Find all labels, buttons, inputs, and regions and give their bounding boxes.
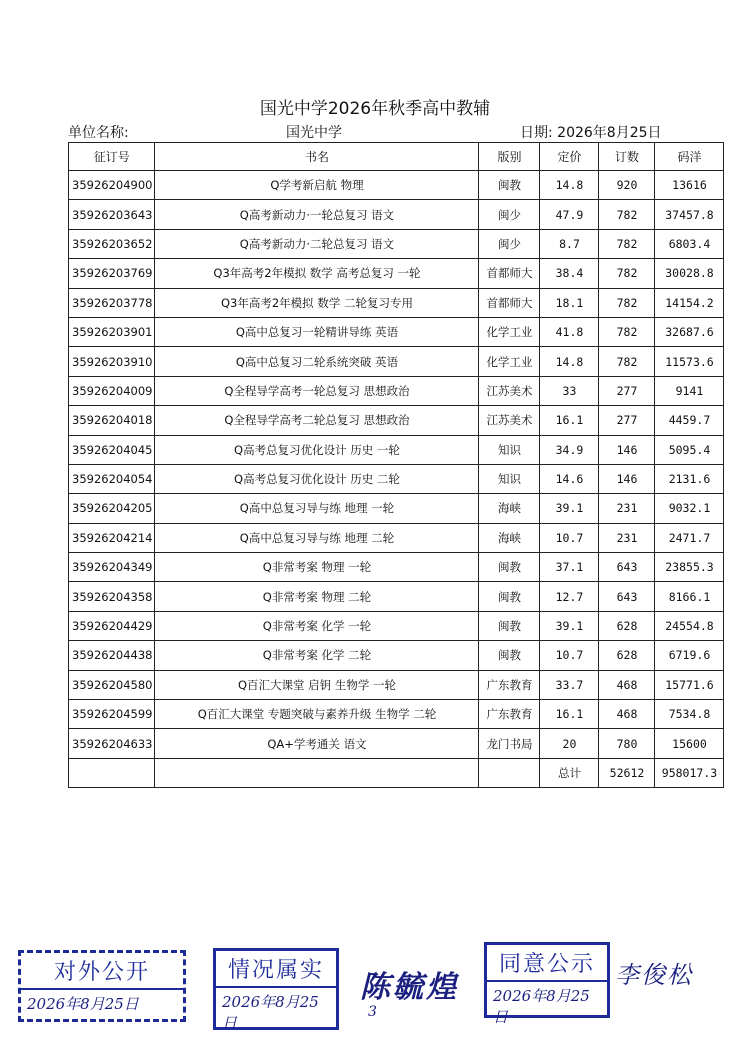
cell-order-code: 35926203901 <box>69 317 155 346</box>
col-header-quantity: 订数 <box>599 143 655 171</box>
stamp-date: 2026年8月25日 <box>222 993 319 1032</box>
cell-price: 14.6 <box>540 464 599 493</box>
cell-quantity: 468 <box>599 700 655 729</box>
cell-order-code: 35926203778 <box>69 288 155 317</box>
cell-price: 12.7 <box>540 582 599 611</box>
cell-amount: 32687.6 <box>655 317 724 346</box>
cell-quantity: 277 <box>599 406 655 435</box>
signature-2: 李俊松 <box>615 961 693 989</box>
cell-publisher: 闽少 <box>479 229 540 258</box>
cell-amount: 9032.1 <box>655 494 724 523</box>
cell-book-title: Q全程导学高考一轮总复习 思想政治 <box>155 376 479 405</box>
cell-book-title: Q非常考案 物理 二轮 <box>155 582 479 611</box>
cell-publisher: 江苏美术 <box>479 406 540 435</box>
cell-amount: 15600 <box>655 729 724 758</box>
cell-quantity: 782 <box>599 229 655 258</box>
col-header-amount: 码洋 <box>655 143 724 171</box>
cell-order-code: 35926204349 <box>69 553 155 582</box>
table-row <box>69 288 724 317</box>
cell-publisher: 首都师大 <box>479 259 540 288</box>
cell-price: 10.7 <box>540 523 599 552</box>
table-row <box>69 582 724 611</box>
cell-quantity: 782 <box>599 259 655 288</box>
cell-book-title: Q百汇大课堂 专题突破与素养升级 生物学 二轮 <box>155 700 479 729</box>
stamp-text: 同意公示 <box>487 945 607 982</box>
stamp-date: 2026年8月25日 <box>27 995 139 1013</box>
cell-amount: 5095.4 <box>655 435 724 464</box>
col-header-publisher: 版别 <box>479 143 540 171</box>
table-row <box>69 553 724 582</box>
total-empty-cell <box>155 758 479 787</box>
unit-name-label: 单位名称: <box>68 125 129 141</box>
cell-quantity: 628 <box>599 611 655 640</box>
cell-order-code: 35926203910 <box>69 347 155 376</box>
total-amount: 958017.3 <box>655 758 724 787</box>
cell-publisher: 广东教育 <box>479 700 540 729</box>
cell-amount: 37457.8 <box>655 200 724 229</box>
cell-book-title: Q非常考案 化学 二轮 <box>155 641 479 670</box>
table-row <box>69 406 724 435</box>
cell-book-title: Q高考新动力·一轮总复习 语文 <box>155 200 479 229</box>
cell-book-title: Q非常考案 化学 一轮 <box>155 611 479 640</box>
table-row <box>69 171 724 200</box>
cell-publisher: 化学工业 <box>479 317 540 346</box>
cell-publisher: 化学工业 <box>479 347 540 376</box>
cell-book-title: Q非常考案 物理 一轮 <box>155 553 479 582</box>
stamp-text: 对外公开 <box>21 953 183 990</box>
cell-order-code: 35926204205 <box>69 494 155 523</box>
col-header-price: 定价 <box>540 143 599 171</box>
cell-book-title: QA+学考通关 语文 <box>155 729 479 758</box>
cell-amount: 11573.6 <box>655 347 724 376</box>
total-quantity: 52612 <box>599 758 655 787</box>
cell-quantity: 782 <box>599 200 655 229</box>
cell-order-code: 35926204438 <box>69 641 155 670</box>
col-header-order-code: 征订号 <box>69 143 155 171</box>
cell-amount: 13616 <box>655 171 724 200</box>
cell-publisher: 龙门书局 <box>479 729 540 758</box>
stamp-public-disclosure <box>18 950 186 1022</box>
cell-price: 8.7 <box>540 229 599 258</box>
cell-price: 18.1 <box>540 288 599 317</box>
cell-quantity: 231 <box>599 523 655 552</box>
cell-amount: 30028.8 <box>655 259 724 288</box>
cell-price: 10.7 <box>540 641 599 670</box>
cell-order-code: 35926204580 <box>69 670 155 699</box>
cell-quantity: 643 <box>599 582 655 611</box>
stamp-text: 情况属实 <box>216 951 336 988</box>
total-empty-cell <box>479 758 540 787</box>
table-row <box>69 259 724 288</box>
cell-book-title: Q全程导学高考二轮总复习 思想政治 <box>155 406 479 435</box>
table-row <box>69 523 724 552</box>
cell-quantity: 468 <box>599 670 655 699</box>
table-row <box>69 376 724 405</box>
col-header-book-title: 书名 <box>155 143 479 171</box>
cell-amount: 2471.7 <box>655 523 724 552</box>
table-row <box>69 641 724 670</box>
cell-quantity: 920 <box>599 171 655 200</box>
cell-book-title: Q高考新动力·二轮总复习 语文 <box>155 229 479 258</box>
cell-order-code: 35926204045 <box>69 435 155 464</box>
table-row <box>69 700 724 729</box>
cell-order-code: 35926204633 <box>69 729 155 758</box>
cell-quantity: 782 <box>599 317 655 346</box>
cell-publisher: 海峡 <box>479 523 540 552</box>
table-row <box>69 494 724 523</box>
table-row <box>69 611 724 640</box>
cell-book-title: Q高考总复习优化设计 历史 二轮 <box>155 464 479 493</box>
cell-quantity: 643 <box>599 553 655 582</box>
table-header-row <box>69 143 724 171</box>
cell-quantity: 231 <box>599 494 655 523</box>
handwritten-mark: 3 <box>368 1004 377 1020</box>
total-label: 总计 <box>540 758 599 787</box>
cell-price: 16.1 <box>540 700 599 729</box>
cell-quantity: 782 <box>599 288 655 317</box>
cell-price: 47.9 <box>540 200 599 229</box>
cell-quantity: 277 <box>599 376 655 405</box>
cell-amount: 24554.8 <box>655 611 724 640</box>
unit-name-value: 国光中学 <box>286 125 342 141</box>
cell-publisher: 知识 <box>479 435 540 464</box>
cell-publisher: 海峡 <box>479 494 540 523</box>
cell-amount: 23855.3 <box>655 553 724 582</box>
total-row <box>69 758 724 787</box>
table-row <box>69 347 724 376</box>
cell-book-title: Q高中总复习一轮精讲导练 英语 <box>155 317 479 346</box>
order-date: 日期: 2026年8月25日 <box>520 125 662 141</box>
cell-publisher: 闽教 <box>479 171 540 200</box>
cell-amount: 9141 <box>655 376 724 405</box>
cell-quantity: 146 <box>599 464 655 493</box>
total-empty-cell <box>69 758 155 787</box>
cell-price: 34.9 <box>540 435 599 464</box>
table-row <box>69 229 724 258</box>
cell-order-code: 35926204599 <box>69 700 155 729</box>
cell-publisher: 知识 <box>479 464 540 493</box>
cell-amount: 14154.2 <box>655 288 724 317</box>
cell-publisher: 广东教育 <box>479 670 540 699</box>
order-table <box>68 142 724 788</box>
table-row <box>69 200 724 229</box>
table-row <box>69 729 724 758</box>
table-row <box>69 464 724 493</box>
table-row <box>69 435 724 464</box>
cell-price: 14.8 <box>540 171 599 200</box>
cell-order-code: 35926204214 <box>69 523 155 552</box>
cell-price: 41.8 <box>540 317 599 346</box>
cell-price: 16.1 <box>540 406 599 435</box>
cell-order-code: 35926204900 <box>69 171 155 200</box>
cell-order-code: 35926204009 <box>69 376 155 405</box>
cell-quantity: 146 <box>599 435 655 464</box>
cell-amount: 8166.1 <box>655 582 724 611</box>
cell-price: 33 <box>540 376 599 405</box>
signature-1: 陈毓煌 <box>360 970 459 1005</box>
cell-amount: 6719.6 <box>655 641 724 670</box>
cell-order-code: 35926204054 <box>69 464 155 493</box>
cell-publisher: 闽教 <box>479 611 540 640</box>
cell-book-title: Q3年高考2年模拟 数学 二轮复习专用 <box>155 288 479 317</box>
cell-book-title: Q高中总复习二轮系统突破 英语 <box>155 347 479 376</box>
cell-order-code: 35926203769 <box>69 259 155 288</box>
cell-quantity: 782 <box>599 347 655 376</box>
stamp-date: 2026年8月25日 <box>493 987 590 1026</box>
cell-publisher: 首都师大 <box>479 288 540 317</box>
cell-order-code: 35926204018 <box>69 406 155 435</box>
cell-price: 38.4 <box>540 259 599 288</box>
cell-book-title: Q高中总复习导与练 地理 二轮 <box>155 523 479 552</box>
cell-publisher: 闽教 <box>479 553 540 582</box>
cell-amount: 2131.6 <box>655 464 724 493</box>
cell-price: 20 <box>540 729 599 758</box>
cell-price: 33.7 <box>540 670 599 699</box>
cell-publisher: 闽教 <box>479 641 540 670</box>
cell-price: 14.8 <box>540 347 599 376</box>
cell-amount: 15771.6 <box>655 670 724 699</box>
cell-book-title: Q3年高考2年模拟 数学 高考总复习 一轮 <box>155 259 479 288</box>
cell-amount: 6803.4 <box>655 229 724 258</box>
cell-order-code: 35926204358 <box>69 582 155 611</box>
table-row <box>69 670 724 699</box>
stamp-verified <box>213 948 339 1030</box>
cell-book-title: Q高考总复习优化设计 历史 一轮 <box>155 435 479 464</box>
cell-price: 39.1 <box>540 611 599 640</box>
cell-amount: 4459.7 <box>655 406 724 435</box>
cell-book-title: Q百汇大课堂 启钥 生物学 一轮 <box>155 670 479 699</box>
cell-publisher: 闽少 <box>479 200 540 229</box>
cell-order-code: 35926203652 <box>69 229 155 258</box>
cell-order-code: 35926203643 <box>69 200 155 229</box>
cell-order-code: 35926204429 <box>69 611 155 640</box>
cell-publisher: 闽教 <box>479 582 540 611</box>
cell-publisher: 江苏美术 <box>479 376 540 405</box>
cell-book-title: Q学考新启航 物理 <box>155 171 479 200</box>
table-row <box>69 317 724 346</box>
cell-price: 39.1 <box>540 494 599 523</box>
cell-amount: 7534.8 <box>655 700 724 729</box>
cell-quantity: 628 <box>599 641 655 670</box>
cell-book-title: Q高中总复习导与练 地理 一轮 <box>155 494 479 523</box>
document-title: 国光中学2026年秋季高中教辅 <box>259 99 491 119</box>
table-body <box>69 171 724 759</box>
cell-price: 37.1 <box>540 553 599 582</box>
cell-quantity: 780 <box>599 729 655 758</box>
stamp-approve-publish <box>484 942 610 1026</box>
